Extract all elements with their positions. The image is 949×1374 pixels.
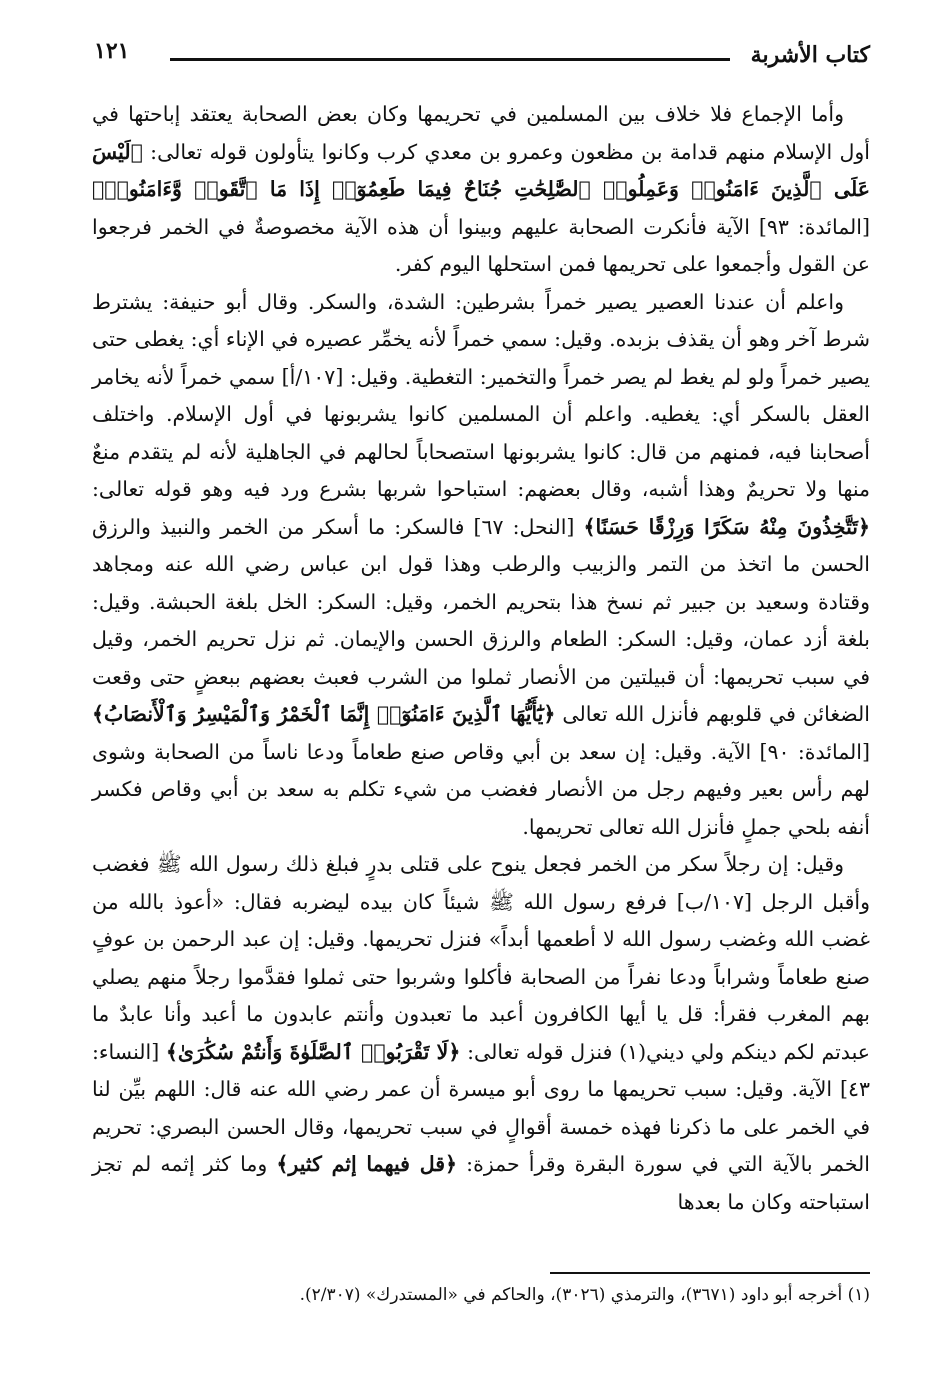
- paragraph-text: وقيل: إن رجلاً سكر من الخمر فجعل ينوح على قتلى بدرٍ فبلغ ذلك رسول الله ﷺ فغضب وأقبل الرجل [١٠٧/ب] فرفع رسول الله ﷺ شيئاً كان بيده ليضربه فقال: «أعوذ بالله من غضب الله وغضب رسول الله لا أطعمها أبداً» فنزل تحريمها. وقيل: إن عبد الرحمن بن عوفٍ صنع طعاماً وشراباً ودعا نفراً من الصحابة فأكلوا وشربوا حتى ثملوا فقدَّموا رجلاً منهم يصلي بهم المغرب فقرأ: قل يا أيها الكافرون أعبد ما تعبدون وأنتم عابدون ما أعبد وأنا عابدٌ ما عبدتم لكم دينكم ولي ديني(١) فنزل قوله تعالى:: [92, 852, 870, 1064]
- quran-verse: ﴿لَا تَقْرَبُوا۟ ٱلصَّلَوٰةَ وَأَنتُمْ سُكَٰرَىٰ﴾: [165, 1039, 461, 1064]
- paragraph-text: وأما الإجماع فلا خلاف بين المسلمين في تحريمها وكان بعض الصحابة يعتقد إباحتها في أول الإسلام منهم قدامة بن مظعون وعمرو بن معدي كرب وكانوا يتأولون قوله تعالى:: [92, 102, 870, 164]
- quran-verse: ﴿يَٰٓأَيُّهَا ٱلَّذِينَ ءَامَنُوٓا۟ إِنَّمَا ٱلْخَمْرُ وَٱلْمَيْسِرُ وَٱلْأَنصَابُ﴾: [92, 702, 556, 726]
- running-header: [92, 28, 870, 68]
- chapter-title: كتاب الأشربة: [750, 42, 870, 68]
- paragraph-1: [92, 96, 870, 284]
- quran-verse: ﴿لَيْسَ عَلَى ٱلَّذِينَ ءَامَنُوا۟ وَعَمِلُوا۟ ٱلصَّٰلِحَٰتِ جُنَاحٌ فِيمَا طَعِمُوٓا۟ إِذَا مَا ٱتَّقَوا۟ وَّءَامَنُوا۟﴾: [92, 139, 870, 201]
- paragraph-2: [92, 284, 870, 847]
- paragraph-text: واعلم أن عندنا العصير يصير خمراً بشرطين: الشدة، والسكر. وقال أبو حنيفة: يشترط شرط آخر وهو أن يقذف بزبده. وقيل: سمي خمراً لأنه يخمِّر عصيره في الإناء أي: يغطى حتى يصير خمراً ولو لم يغط لم يصر خمراً والتخمير: التغطية. وقيل: [١٠٧/أ] سمي خمراً لأنه يخامر العقل بالسكر أي: يغطيه. واعلم أن المسلمين كانوا يشربونها في أول الإسلام. واختلف أصحابنا فيه، فمنهم من قال: كانوا يشربونها استصحاباً لحالهم في الجاهلية لأنه لم يتقدم منعٌ منها ولا تحريمٌ وهذا أشبه، وقال بعضهم: استباحوا شربها بشرع ورد فيه وهو قوله تعالى:: [92, 289, 870, 501]
- paragraph-text: [المائدة: ٩٠] الآية. وقيل: إن سعد بن أبي وقاص صنع طعاماً ودعا ناساً من الصحابة وشوى لهم رأس بعير وفيهم رجل من الأنصار فغضب من شيء تكلم به سعد بن أبي وقاص فكسر أنفه بلحي جملٍ فأنزل الله تعالى تحريمها.: [92, 739, 870, 839]
- page-number: ١٢١: [94, 38, 130, 64]
- quran-verse: ﴿تَتَّخِذُونَ مِنْهُ سَكَرًا وَرِزْقًا حَسَنًا﴾: [583, 514, 870, 539]
- quran-verse: ﴿قل فيهما إثم كثير﴾: [276, 1152, 458, 1176]
- paragraph-text: [النحل: ٦٧] فالسكر: ما أسكر من الخمر والنبيذ والرزق الحسن ما اتخذ من التمر والزبيب والرطب وهذا قول ابن عباس رضي الله عنه ومجاهد وقتادة وسعيد بن جبير ثم نسخ هذا بتحريم الخمر، وقيل: السكر: الخل بلغة الحبشة. وقيل: بلغة أزد عمان، وقيل: السكر: الطعام والرزق الحسن والإيمان. ثم نزل تحريم الخمر، وقيل في سبب تحريمها: أن قبيلتين من الأنصار ثملوا من الشرب فعبث بعضهم ببعضٍ حتى وقعت الضغائن في قلوبهم فأنزل الله تعالى: [92, 514, 870, 726]
- paragraph-text: [المائدة: ٩٣] الآية فأنكرت الصحابة عليهم وبينوا أن هذه الآية مخصوصةٌ في الخمر فرجعوا عن القول وأجمعوا على تحريمها فمن استحلها اليوم كفر.: [92, 214, 870, 276]
- footnote: (١) أخرجه أبو داود (٣٦٧١)، والترمذي (٣٠٢٦)، والحاكم في «المستدرك» (٢/٣٠٧).: [299, 1285, 870, 1305]
- main-text: [92, 96, 870, 1221]
- header-rule: [170, 58, 730, 61]
- paragraph-3: [92, 846, 870, 1221]
- paragraph-text: [النساء: ٤٣] الآية. وقيل: سبب تحريمها ما روى أبو ميسرة أن عمر رضي الله عنه قال: اللهم بيِّن لنا في الخمر على ما ذكرنا فهذه خمسة أقوالٍ في سبب تحريمها، وقال الحسن البصري: تحريم الخمر بالآية التي في سورة البقرة وقرأ حمزة:: [92, 1039, 870, 1176]
- footnote-rule: [550, 1272, 870, 1274]
- page: [92, 28, 870, 1305]
- paragraph-text: وما كثر إثمه لم تجز استباحته وكان ما بعدها: [92, 1152, 870, 1214]
